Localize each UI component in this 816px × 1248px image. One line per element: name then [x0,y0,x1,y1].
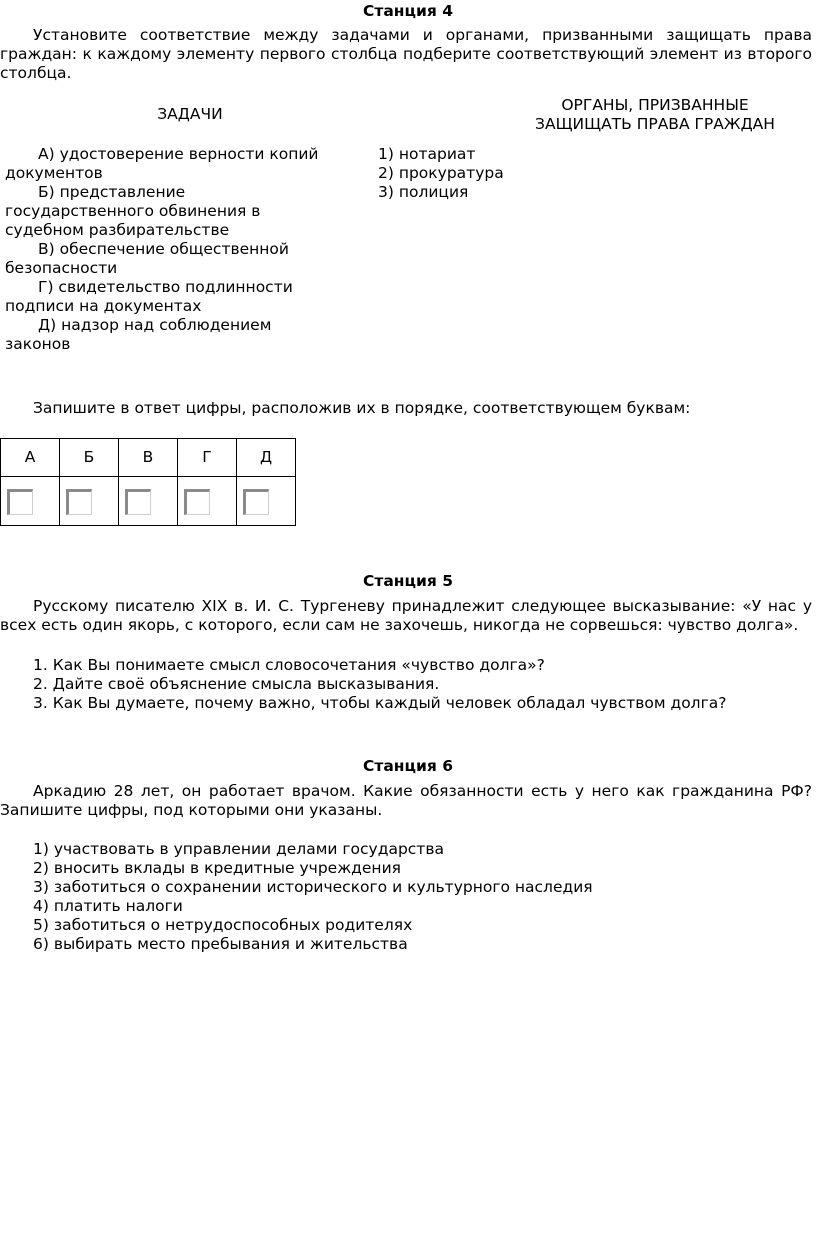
task-item-v: В) обеспечение общественной безопасности [5,240,289,277]
task-item-g: Г) свидетельство подлинности подписи на документах [5,278,293,315]
organs-column-header-line1: ОРГАНЫ, ПРИЗВАННЫЕ [561,96,749,114]
station-5-title: Станция 5 [362,572,453,590]
task-item-d: Д) надзор над соблюдением законов [5,316,272,353]
answer-input-g[interactable] [184,489,210,515]
answer-input-d[interactable] [243,489,269,515]
station-5-question-1: 1. Как Вы понимаете смысл словосочетания «чувство долга»? [33,656,545,674]
station-4-intro: Установите соответствие между задачами и органами, призванными защищать права граждан: к каждому элементу первого столбца подберите соответствующий элемент из второго столбца. [0,26,812,82]
station-6-option-6: 6) выбирать место пребывания и жительства [33,935,408,953]
answer-letter-v: В [119,439,178,477]
answer-instruction: Запишите в ответ цифры, расположив их в порядке, соответствующем буквам: [33,399,691,417]
station-6-option-4: 4) платить налоги [33,897,183,915]
answer-cell-v [119,477,178,526]
answer-letter-g: Г [178,439,237,477]
station-5-questions [33,656,813,713]
organ-item-3: 3) полиция [378,183,469,201]
station-6-title: Станция 6 [362,757,453,775]
station-6-option-3: 3) заботиться о сохранении исторического и культурного наследия [33,878,593,896]
answer-letter-b: Б [60,439,119,477]
organs-column-header [500,96,810,134]
answer-cell-d [237,477,296,526]
station-4-title: Станция 4 [362,2,453,20]
answer-input-a[interactable] [7,489,33,515]
station-5-question-2: 2. Дайте своё объяснение смысла высказывания. [33,675,440,693]
tasks-column-header: ЗАДАЧИ [157,105,223,123]
organ-item-1: 1) нотариат [378,145,476,163]
answer-cell-g [178,477,237,526]
station-6-options [33,840,813,954]
task-list [5,145,325,354]
answer-cell-a [1,477,60,526]
answer-cell-b [60,477,119,526]
answer-table-input-row [1,477,296,526]
station-6-option-1: 1) участвовать в управлении делами государства [33,840,444,858]
station-6-option-5: 5) заботиться о нетрудоспособных родителях [33,916,413,934]
answer-input-v[interactable] [125,489,151,515]
answer-table-header-row [1,439,296,477]
organ-item-2: 2) прокуратура [378,164,504,182]
answer-table [0,438,296,526]
organs-column-header-line2: ЗАЩИЩАТЬ ПРАВА ГРАЖДАН [535,115,775,133]
station-5-intro: Русскому писателю XIX в. И. С. Тургеневу принадлежит следующее высказывание: «У нас у всех есть один якорь, с которого, если сам не захочешь, никогда не сорвешься: чувство долга». [0,597,812,634]
task-item-b: Б) представление государственного обвинения в судебном разбирательстве [5,183,261,239]
answer-letter-a: А [1,439,60,477]
station-6-option-2: 2) вносить вклады в кредитные учреждения [33,859,401,877]
station-5-question-3: 3. Как Вы думаете, почему важно, чтобы каждый человек обладал чувством долга? [33,694,727,712]
answer-letter-d: Д [237,439,296,477]
station-6-intro: Аркадию 28 лет, он работает врачом. Какие обязанности есть у него как гражданина РФ? Запишите цифры, под которыми они указаны. [0,782,812,819]
task-item-a: А) удостоверение верности копий документов [5,145,319,182]
answer-input-b[interactable] [66,489,92,515]
organ-list [378,145,628,202]
